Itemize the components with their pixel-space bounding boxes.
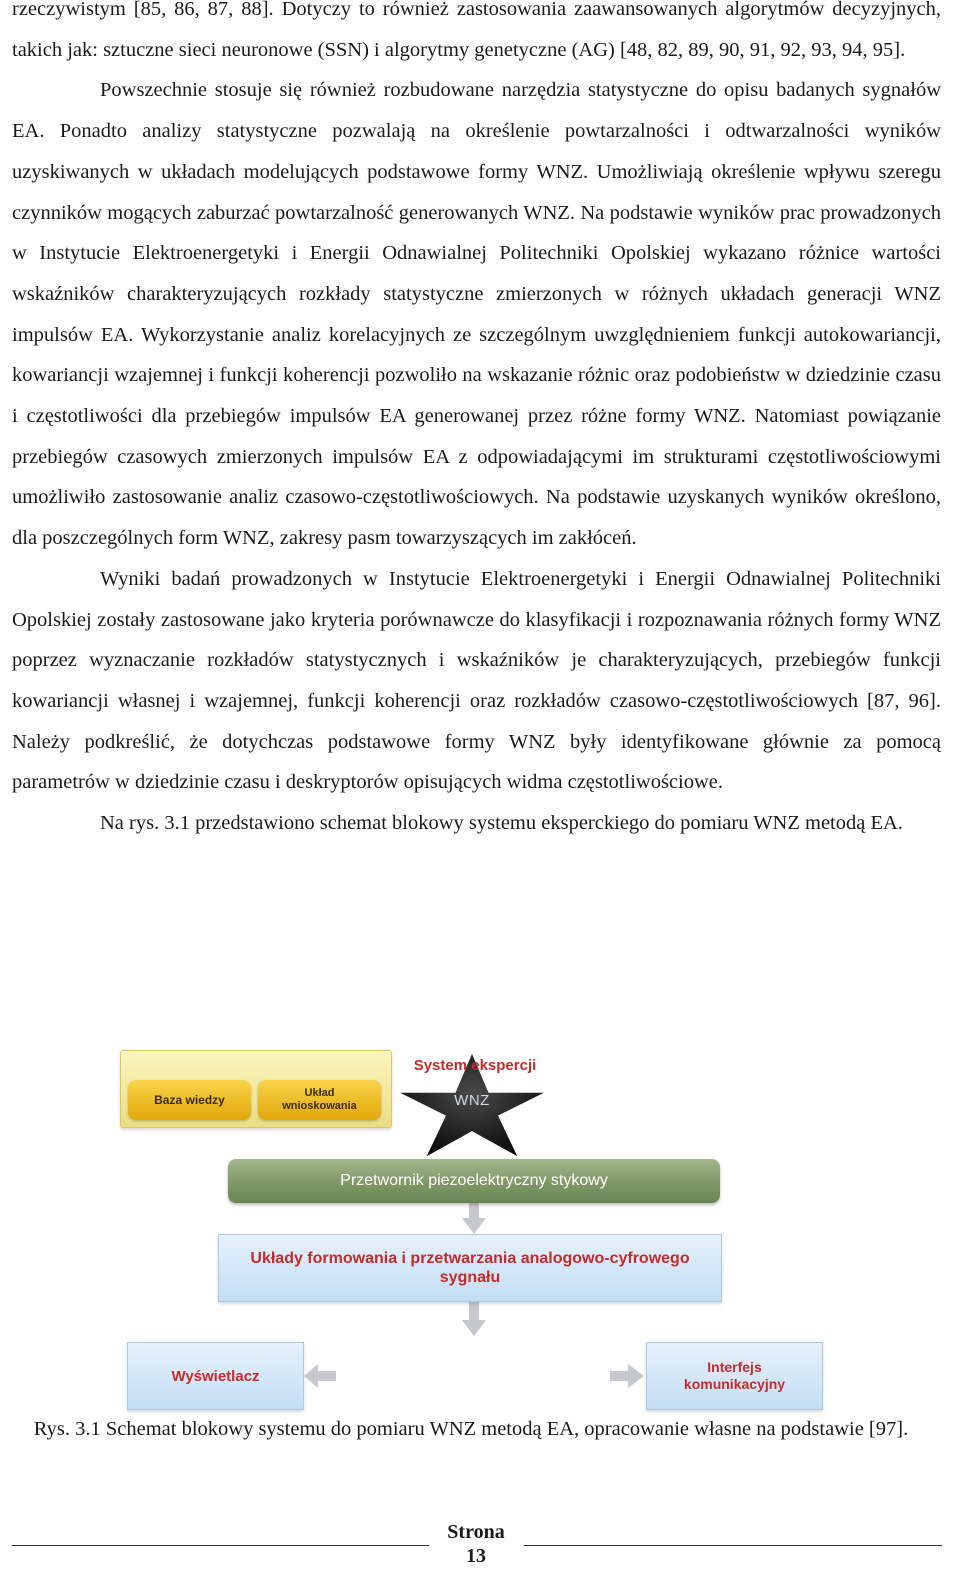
arrow-down-icon	[462, 1300, 486, 1336]
display-label: Wyświetlacz	[171, 1367, 260, 1385]
page-label: Strona	[447, 1521, 505, 1543]
body-text	[12, 0, 941, 844]
paragraph-4: Na rys. 3.1 przedstawiono schemat blokowy systemu eksperckiego do pomiaru WNZ metodą EA.	[100, 812, 903, 835]
paragraph-1: rzeczywistym [85, 86, 87, 88]. Dotyczy to również zastosowania zaawansowanych algorytmów decyzyjnych, takich jak: sztuczne sieci neuronowe (SSN) i algorytmy genetyczne (AG) [48, 82, 89, 90, 91, 92, 93, 94, 95].	[12, 0, 941, 61]
figure-caption: Rys. 3.1 Schemat blokowy systemu do pomiaru WNZ metodą EA, opracowanie własne na podstawie [97].	[33, 1418, 909, 1440]
transducer-block	[228, 1159, 720, 1203]
interface-block	[646, 1342, 823, 1410]
display-block	[127, 1342, 304, 1410]
inference-block	[258, 1080, 381, 1120]
processing-block	[218, 1234, 722, 1302]
arrow-right-icon	[610, 1364, 644, 1388]
arrow-down-icon	[462, 1200, 486, 1234]
page-number: 13	[466, 1545, 486, 1567]
star-label: WNZ	[454, 1092, 490, 1109]
knowledge-base-block	[128, 1080, 251, 1120]
processing-label: Układy formowania i przetwarzania analogowo-cyfrowego sygnału	[250, 1250, 690, 1286]
footer-rule-left	[12, 1545, 429, 1546]
block-diagram	[120, 1050, 830, 1420]
arrow-left-icon	[304, 1364, 336, 1388]
interface-label: Interfejs komunikacyjny	[683, 1359, 786, 1392]
knowledge-base-label: Baza wiedzy	[154, 1093, 225, 1107]
paragraph-2: Powszechnie stosuje się również rozbudowane narzędzia statystyczne do opisu badanych sygnałów EA. Ponadto analizy statystyczne pozwalają na określenie powtarzalności i odtwarzalności wyników uzyskiwanych w układach modelujących podstawowe formy WNZ. Umożliwiają określenie wpływu szeregu czynników mogących zaburzać powtarzalność generowanych WNZ. Na podstawie wyników prac prowadzonych w Instytucie Elektroenergetyki i Energii Odnawialnej Politechniki Opolskiej wykazano różnice wartości wskaźników charakteryzujących rozkłady statystyczne zmierzonych w różnych układach generacji WNZ impulsów EA. Wykorzystanie analiz korelacyjnych ze szczególnym uwzględnieniem funkcji autokowariancji, kowariancji wzajemnej i funkcji koherencji pozwoliło na wskazanie różnic oraz podobieństw w dziedzinie czasu i częstotliwości dla przebiegów impulsów EA generowanej przez różne formy WNZ. Natomiast powiązanie przebiegów czasowych zmierzonych impulsów EA z odpowiadającymi im strukturami częstotliwościowymi umożliwiło zastosowanie analiz czasowo-częstotliwościowych. Na podstawie uzyskanych wyników określono, dla poszczególnych form WNZ, zakresy pasm towarzyszących im zakłóceń.	[12, 79, 941, 550]
expert-system-label: System ekspercji	[413, 1057, 537, 1074]
inference-label: Układ wnioskowania	[282, 1087, 357, 1112]
page-footer	[436, 1520, 516, 1568]
paragraph-3: Wyniki badań prowadzonych w Instytucie Elektroenergetyki i Energii Odnawialnej Politechniki Opolskiej zostały zastosowane jako kryteria porównawcze do klasyfikacji i rozpoznawania różnych formy WNZ poprzez wyznaczanie rozkładów statystycznych i wskaźników je charakteryzujących, przebiegów funkcji kowariancji własnej i wzajemnej, funkcji koherencji oraz rozkładów czasowo-częstotliwościowych [87, 96]. Należy podkreślić, że dotychczas podstawowe formy WNZ były identyfikowane głównie za pomocą parametrów w dziedzinie czasu i deskryptorów opisujących widma częstotliwościowe.	[12, 567, 941, 794]
transducer-label: Przetwornik piezoelektryczny stykowy	[340, 1172, 608, 1189]
footer-rule-right	[524, 1545, 942, 1546]
